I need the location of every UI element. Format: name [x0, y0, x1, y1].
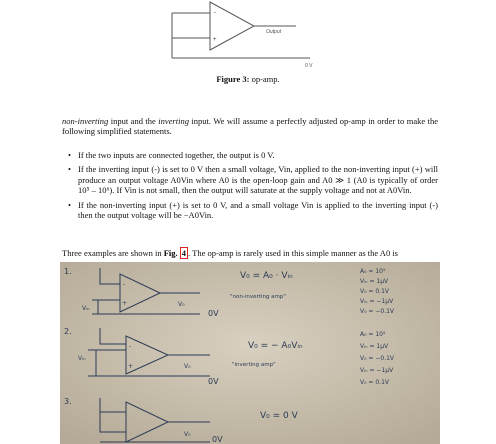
- example3-ground: 0V: [212, 435, 223, 444]
- paragraph-term-inverting: inverting: [158, 116, 189, 126]
- list-item: [62, 200, 438, 221]
- example1-number: 1.: [64, 267, 72, 276]
- example2-note: "inverting amp": [232, 362, 276, 368]
- example1-note: "non-inverting amp": [230, 294, 286, 300]
- figure-ref-link[interactable]: 4: [181, 248, 187, 258]
- example2-number: 2.: [64, 327, 72, 336]
- example2-right-line: V₀ = 0.1V: [360, 379, 389, 386]
- example1-right-line: Vᵢₙ = 1μV: [360, 278, 389, 285]
- example3-equation: V₀ = 0 V: [260, 411, 298, 421]
- bullet-icon: •: [68, 164, 71, 175]
- figure-ref-label[interactable]: Fig.: [163, 248, 178, 258]
- handwritten-examples-photo: [60, 262, 440, 444]
- bullet-icon: •: [68, 150, 71, 160]
- example1-vin: Vᵢₙ: [82, 305, 90, 312]
- example3-v0: V₀: [184, 431, 191, 438]
- paragraph-text-1: input and the: [108, 116, 159, 126]
- example1-right-line: Vᵢₙ = −1μV: [360, 298, 394, 305]
- example2-v0: V₀: [184, 363, 191, 370]
- closing-text-1: Three examples are shown in: [62, 248, 164, 258]
- list-item-text: If the non-inverting input (+) is set to 0 V, and a small voltage Vin is applied to the inverting input (-) then the output voltage will be −A0Vin.: [78, 199, 438, 221]
- example2-right-line: Vᵢₙ = −1μV: [360, 367, 394, 374]
- example2-vin: Vᵢₙ: [78, 355, 86, 362]
- example2-right-line: Vᵢₙ = 1μV: [360, 343, 389, 350]
- output-label: Output: [266, 29, 282, 35]
- caption-label: Figure 3:: [216, 74, 250, 84]
- example1-right-line: A₀ ≈ 10⁵: [360, 268, 386, 275]
- example1-minus: -: [123, 281, 126, 288]
- minus-sign: -: [214, 10, 216, 16]
- example2-right-line: A₀ = 10⁵: [360, 331, 386, 338]
- statement-list: [62, 150, 438, 224]
- closing-text-2: . The op-amp is rarely used in this simple manner as the A0 is: [188, 248, 398, 258]
- body-paragraph: [62, 116, 438, 137]
- example1-right-line: V₀ = −0.1V: [360, 308, 395, 315]
- opamp-triangle: [210, 2, 254, 50]
- caption-text: op-amp.: [251, 74, 280, 84]
- example2-equation: V₀ = − A₀Vᵢₙ: [248, 341, 303, 351]
- example1-right-line: V₀ = 0.1V: [360, 288, 389, 295]
- handwritten-drawing: [60, 262, 440, 444]
- figure-caption: [0, 74, 496, 84]
- plus-sign: +: [213, 37, 217, 43]
- example1-plus: +: [122, 300, 128, 307]
- paragraph-term-noninverting: non-inverting: [62, 116, 109, 126]
- opamp-figure: [0, 0, 496, 70]
- list-item-text: If the two inputs are connected together, the output is 0 V.: [78, 150, 275, 160]
- example2-right-line: V₀ = −0.1V: [360, 355, 395, 362]
- example2-ground: 0V: [208, 377, 219, 386]
- bullet-icon: •: [68, 199, 71, 210]
- example3-number: 3.: [64, 397, 72, 406]
- example2-plus: +: [128, 363, 134, 370]
- list-item: [62, 150, 438, 160]
- paragraph-text-2: input. We will assume a perfectly adjusted op-amp in order to make the following simplified statements.: [62, 116, 438, 137]
- ground-label: 0 V: [305, 63, 313, 69]
- example1-equation: V₀ = A₀ · Vᵢₙ: [240, 271, 293, 281]
- example1-ground: 0V: [208, 309, 219, 318]
- example2-minus: -: [129, 343, 132, 350]
- list-item: [62, 164, 438, 195]
- example1-v0: V₀: [178, 301, 185, 308]
- list-item-text: If the inverting input (-) is set to 0 V then a small voltage, Vin, applied to the non-inverting input (+) will produce an output voltage A0Vin where A0 is the open-loop gain and A0 ≫ 1 (A0 is typically of order 10⁵ – 10⁶). If Vin is not small, then the output will saturate at the supply voltage and not at A0Vin.: [78, 164, 438, 196]
- closing-paragraph: [62, 247, 438, 259]
